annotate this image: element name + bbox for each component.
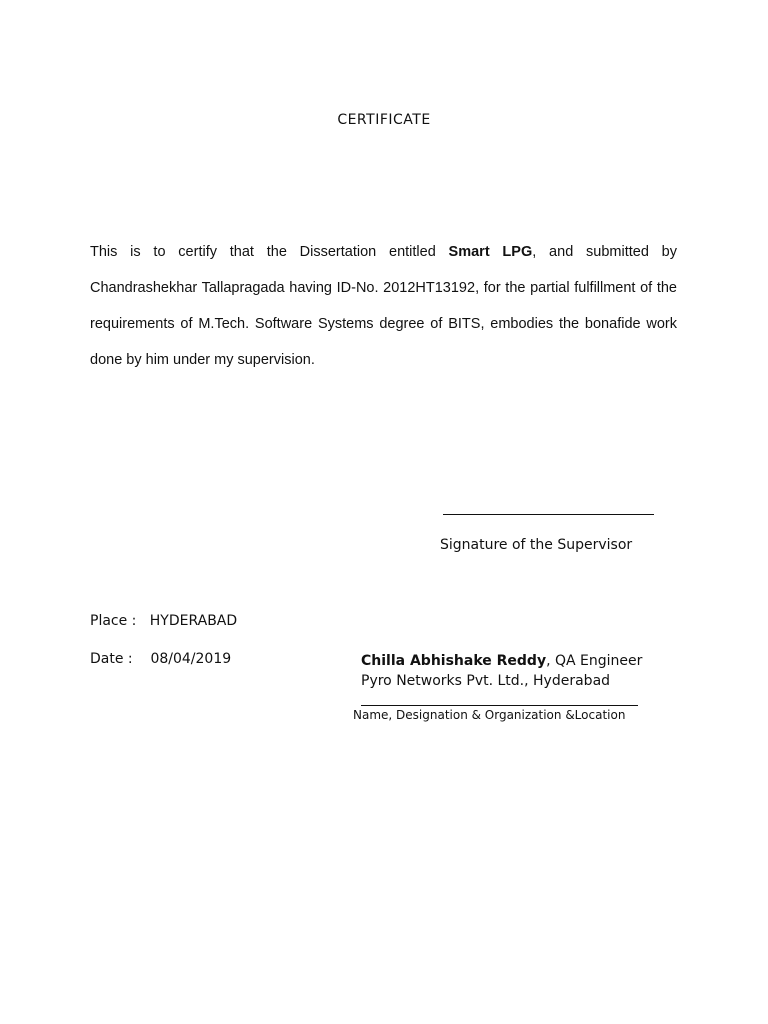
body-text-rest: , and submitted by Chandrashekhar Tallapragada having ID-No. 2012HT13192, for the partial fulfillment of the requirements of M.Tech. Software Systems degree of BITS, embodies the bonafide work done by him under my supervision. <box>90 244 677 368</box>
date-row <box>90 651 231 667</box>
place-value: HYDERABAD <box>149 613 238 629</box>
certificate-title: CERTIFICATE <box>337 112 431 128</box>
supervisor-name-line <box>361 651 642 671</box>
place-label: Place : <box>90 613 137 629</box>
supervisor-name: Chilla Abhishake Reddy <box>361 653 547 669</box>
place-row <box>90 613 237 629</box>
name-designation-label: Name, Designation & Organization &Location <box>353 708 626 722</box>
date-value: 08/04/2019 <box>150 651 232 667</box>
date-label: Date : <box>90 651 133 667</box>
supervisor-organization: Pyro Networks Pvt. Ltd., Hyderabad <box>361 673 611 689</box>
supervisor-designation: , QA Engineer <box>546 653 643 669</box>
signature-label: Signature of the Supervisor <box>440 537 633 553</box>
project-name: Smart LPG <box>448 244 533 260</box>
supervisor-details <box>361 651 642 691</box>
name-designation-line <box>361 705 638 706</box>
certificate-body <box>90 234 677 378</box>
signature-line <box>443 514 654 515</box>
body-text-intro: This is to certify that the Dissertation entitled <box>90 244 449 260</box>
